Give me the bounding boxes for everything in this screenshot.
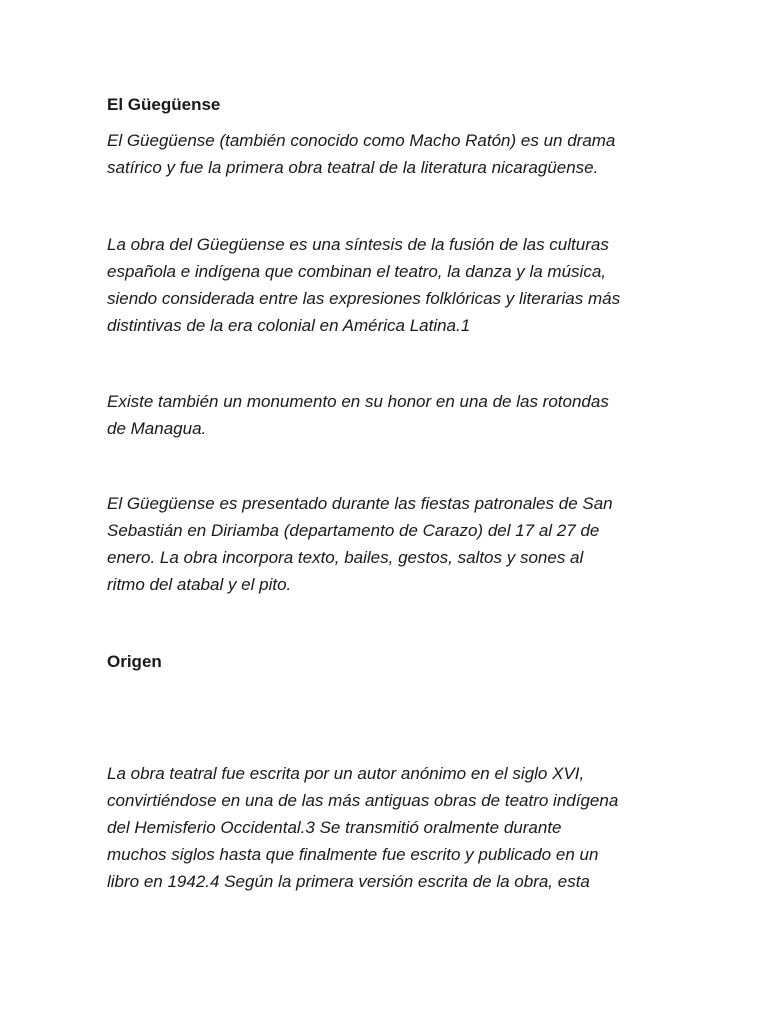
section-heading-origen: Origen — [107, 652, 162, 671]
text-line: Sebastián en Diriamba (departamento de Carazo) del 17 al 27 de — [107, 521, 600, 540]
text-line: satírico y fue la primera obra teatral de la literatura nicaragüense. — [107, 158, 599, 177]
paragraph-synthesis — [107, 231, 667, 339]
text-line: del Hemisferio Occidental.3 Se transmitió oralmente durante — [107, 818, 562, 837]
text-line: convirtiéndose en una de las más antiguas obras de teatro indígena — [107, 791, 619, 810]
text-line: muchos siglos hasta que finalmente fue escrito y publicado en un — [107, 845, 599, 864]
text-line: española e indígena que combinan el teatro, la danza y la música, — [107, 262, 606, 281]
paragraph-festival — [107, 490, 667, 598]
paragraph-origin — [107, 760, 667, 895]
text-line: Existe también un monumento en su honor en una de las rotondas — [107, 392, 609, 411]
text-line: libro en 1942.4 Según la primera versión escrita de la obra, esta — [107, 872, 590, 891]
paragraph-monument — [107, 388, 667, 442]
text-line: de Managua. — [107, 419, 207, 438]
paragraph-intro — [107, 127, 667, 181]
text-line: ritmo del atabal y el pito. — [107, 575, 292, 594]
text-line: La obra teatral fue escrita por un autor anónimo en el siglo XVI, — [107, 764, 585, 783]
text-line: distintivas de la era colonial en América Latina.1 — [107, 316, 471, 335]
text-line: siendo considerada entre las expresiones folklóricas y literarias más — [107, 289, 621, 308]
document-title: El Güegüense — [107, 95, 221, 114]
text-line: enero. La obra incorpora texto, bailes, gestos, saltos y sones al — [107, 548, 584, 567]
text-line: El Güegüense (también conocido como Macho Ratón) es un drama — [107, 131, 616, 150]
text-line: El Güegüense es presentado durante las fiestas patronales de San — [107, 494, 613, 513]
text-line: La obra del Güegüense es una síntesis de la fusión de las culturas — [107, 235, 609, 254]
